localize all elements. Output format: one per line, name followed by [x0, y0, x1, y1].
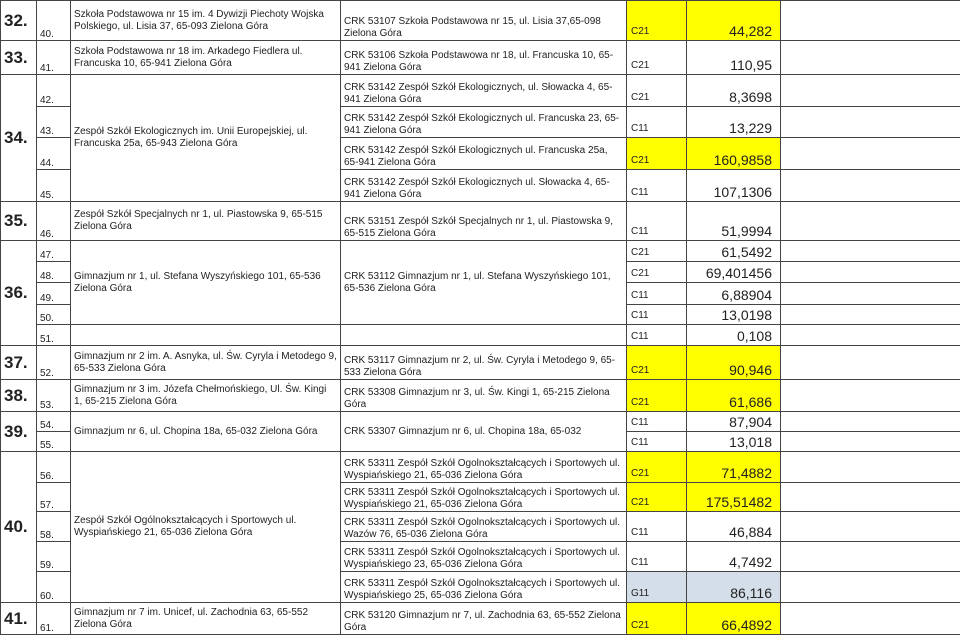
crk-address: CRK 53311 Zespół Szkół Ogolnokształcących i Sportowych ul. Wyspiańskiego 23, 65-036 Zielona Góra: [341, 542, 627, 572]
empty-cell: [341, 325, 627, 346]
group-number: 34.: [1, 75, 37, 202]
group-number: 41.: [1, 603, 37, 635]
school-name: Gimnazjum nr 3 im. Józefa Chełmońskiego, Ul. Św. Kingi 1, 65-215 Zielona Góra: [71, 380, 341, 412]
group-number: 35.: [1, 202, 37, 241]
consumption-value: 107,1306: [687, 170, 781, 202]
crk-address: CRK 53311 Zespół Szkół Ogolnokształcących i Sportowych ul. Wyspiańskiego 25, 65-036 Zielona Góra: [341, 572, 627, 603]
consumption-value: 8,3698: [687, 75, 781, 107]
empty-cell: [71, 325, 341, 346]
sub-number: 45.: [37, 170, 71, 202]
empty-cell: [781, 305, 960, 325]
tariff-code: C21: [627, 241, 687, 262]
empty-cell: [781, 107, 960, 138]
sub-number: 42.: [37, 75, 71, 107]
sub-number: 53.: [37, 380, 71, 412]
sub-number: 50.: [37, 305, 71, 325]
group-number: 36.: [1, 241, 37, 346]
sub-number: 48.: [37, 262, 71, 283]
table-row: [1, 452, 960, 483]
table-row: [1, 1, 960, 41]
empty-cell: [781, 603, 960, 635]
empty-cell: [781, 432, 960, 452]
table-row: [1, 412, 960, 432]
tariff-code: C11: [627, 305, 687, 325]
empty-cell: [781, 262, 960, 283]
sub-number: 40.: [37, 1, 71, 41]
school-name: Zespół Szkół Ogólnokształcących i Sportowych ul. Wyspiańskiego 21, 65-036 Zielona Góra: [71, 452, 341, 603]
tariff-code: C21: [627, 262, 687, 283]
tariff-code: C21: [627, 603, 687, 635]
sub-number: 61.: [37, 603, 71, 635]
table-row: [1, 202, 960, 241]
tariff-code: C11: [627, 202, 687, 241]
tariff-code: C11: [627, 283, 687, 305]
crk-address: CRK 53142 Zespół Szkół Ekologicznych ul. Słowacka 4, 65-941 Zielona Góra: [341, 170, 627, 202]
school-name: Gimnazjum nr 1, ul. Stefana Wyszyńskiego 101, 65-536 Zielona Góra: [71, 241, 341, 325]
empty-cell: [781, 512, 960, 542]
tariff-code: C21: [627, 138, 687, 170]
sub-number: 51.: [37, 325, 71, 346]
table-row: [1, 346, 960, 380]
group-number: 39.: [1, 412, 37, 452]
crk-address: CRK 53120 Gimnazjum nr 7, ul. Zachodnia 63, 65-552 Zielona Góra: [341, 603, 627, 635]
crk-address: CRK 53311 Zespół Szkół Ogolnokształcących i Sportowych ul. Wyspiańskiego 21, 65-036 Zielona Góra: [341, 452, 627, 483]
sub-number: 43.: [37, 107, 71, 138]
tariff-code: C21: [627, 483, 687, 512]
sub-number: 60.: [37, 572, 71, 603]
consumption-value: 13,0198: [687, 305, 781, 325]
consumption-value: 61,5492: [687, 241, 781, 262]
school-name: Zespół Szkół Specjalnych nr 1, ul. Piastowska 9, 65-515 Zielona Góra: [71, 202, 341, 241]
empty-cell: [781, 41, 960, 75]
sub-number: 49.: [37, 283, 71, 305]
crk-address: CRK 53311 Zespół Szkół Ogolnokształcących i Sportowych ul. Wazów 76, 65-036 Zielona Góra: [341, 512, 627, 542]
school-name: Gimnazjum nr 7 im. Unicef, ul. Zachodnia 63, 65-552 Zielona Góra: [71, 603, 341, 635]
crk-address: CRK 53142 Zespół Szkół Ekologicznych ul. Francuska 23, 65-941 Zielona Góra: [341, 107, 627, 138]
empty-cell: [781, 202, 960, 241]
consumption-value: 4,7492: [687, 542, 781, 572]
group-number: 37.: [1, 346, 37, 380]
table-row: [1, 325, 960, 346]
tariff-code: C21: [627, 380, 687, 412]
empty-cell: [781, 542, 960, 572]
consumption-value: 46,884: [687, 512, 781, 542]
sub-number: 54.: [37, 412, 71, 432]
tariff-code: C21: [627, 75, 687, 107]
empty-cell: [781, 380, 960, 412]
empty-cell: [781, 75, 960, 107]
tariff-code: G11: [627, 572, 687, 603]
tariff-code: C21: [627, 41, 687, 75]
tariff-code: C21: [627, 346, 687, 380]
empty-cell: [781, 452, 960, 483]
empty-cell: [781, 346, 960, 380]
consumption-value: 61,686: [687, 380, 781, 412]
consumption-value: 66,4892: [687, 603, 781, 635]
empty-cell: [781, 412, 960, 432]
consumption-value: 110,95: [687, 41, 781, 75]
consumption-value: 13,229: [687, 107, 781, 138]
tariff-code: C11: [627, 325, 687, 346]
sub-number: 41.: [37, 41, 71, 75]
crk-address: CRK 53151 Zespół Szkół Specjalnych nr 1, ul. Piastowska 9, 65-515 Zielona Góra: [341, 202, 627, 241]
crk-address: CRK 53142 Zespół Szkół Ekologicznych ul. Francuska 25a, 65-941 Zielona Góra: [341, 138, 627, 170]
empty-cell: [781, 572, 960, 603]
consumption-value: 71,4882: [687, 452, 781, 483]
school-name: Szkoła Podstawowa nr 15 im. 4 Dywizji Piechoty Wojska Polskiego, ul. Lisia 37, 65-093 Zielona Góra: [71, 1, 341, 41]
empty-cell: [781, 170, 960, 202]
tariff-code: C11: [627, 432, 687, 452]
tariff-code: C11: [627, 512, 687, 542]
consumption-value: 6,88904: [687, 283, 781, 305]
sub-number: 52.: [37, 346, 71, 380]
consumption-value: 160,9858: [687, 138, 781, 170]
crk-address: CRK 53117 Gimnazjum nr 2, ul. Św. Cyryla i Metodego 9, 65-533 Zielona Góra: [341, 346, 627, 380]
school-name: Gimnazjum nr 6, ul. Chopina 18a, 65-032 Zielona Góra: [71, 412, 341, 452]
school-name: Gimnazjum nr 2 im. A. Asnyka, ul. Św. Cyryla i Metodego 9, 65-533 Zielona Góra: [71, 346, 341, 380]
sub-number: 47.: [37, 241, 71, 262]
group-number: 38.: [1, 380, 37, 412]
consumption-value: 51,9994: [687, 202, 781, 241]
crk-address: CRK 53307 Gimnazjum nr 6, ul. Chopina 18a, 65-032: [341, 412, 627, 452]
sub-number: 55.: [37, 432, 71, 452]
tariff-code: C11: [627, 542, 687, 572]
empty-cell: [781, 138, 960, 170]
crk-address: CRK 53112 Gimnazjum nr 1, ul. Stefana Wyszyńskiego 101, 65-536 Zielona Góra: [341, 241, 627, 325]
consumption-value: 175,51482: [687, 483, 781, 512]
tariff-code: C11: [627, 170, 687, 202]
table-row: [1, 75, 960, 107]
consumption-value: 44,282: [687, 1, 781, 41]
crk-address: CRK 53142 Zespół Szkół Ekologicznych, ul. Słowacka 4, 65-941 Zielona Góra: [341, 75, 627, 107]
consumption-value: 13,018: [687, 432, 781, 452]
table-row: [1, 241, 960, 262]
consumption-value: 87,904: [687, 412, 781, 432]
sub-number: 58.: [37, 512, 71, 542]
tariff-code: C11: [627, 107, 687, 138]
tariff-code: C11: [627, 412, 687, 432]
crk-address: CRK 53311 Zespół Szkół Ogolnokształcących i Sportowych ul. Wyspiańskiego 21, 65-036 Zielona Góra: [341, 483, 627, 512]
table-row: [1, 41, 960, 75]
sub-number: 56.: [37, 452, 71, 483]
consumption-value: 90,946: [687, 346, 781, 380]
group-number: 32.: [1, 1, 37, 41]
empty-cell: [781, 325, 960, 346]
school-name: Szkoła Podstawowa nr 18 im. Arkadego Fiedlera ul. Francuska 10, 65-941 Zielona Góra: [71, 41, 341, 75]
crk-address: CRK 53308 Gimnazjum nr 3, ul. Św. Kingi 1, 65-215 Zielona Góra: [341, 380, 627, 412]
empty-cell: [781, 241, 960, 262]
sub-number: 46.: [37, 202, 71, 241]
tariff-code: C21: [627, 452, 687, 483]
table-row: [1, 380, 960, 412]
tariff-code: C21: [627, 1, 687, 41]
consumption-value: 69,401456: [687, 262, 781, 283]
group-number: 33.: [1, 41, 37, 75]
empty-cell: [781, 1, 960, 41]
table-row: [1, 603, 960, 635]
sub-number: 57.: [37, 483, 71, 512]
empty-cell: [781, 483, 960, 512]
sub-number: 59.: [37, 542, 71, 572]
sub-number: 44.: [37, 138, 71, 170]
consumption-value: 86,116: [687, 572, 781, 603]
group-number: 40.: [1, 452, 37, 603]
school-name: Zespół Szkół Ekologicznych im. Unii Europejskiej, ul. Francuska 25a, 65-943 Zielona Góra: [71, 75, 341, 202]
crk-address: CRK 53107 Szkoła Podstawowa nr 15, ul. Lisia 37,65-098 Zielona Góra: [341, 1, 627, 41]
crk-address: CRK 53106 Szkoła Podstawowa nr 18, ul. Francuska 10, 65-941 Zielona Góra: [341, 41, 627, 75]
consumption-value: 0,108: [687, 325, 781, 346]
empty-cell: [781, 283, 960, 305]
